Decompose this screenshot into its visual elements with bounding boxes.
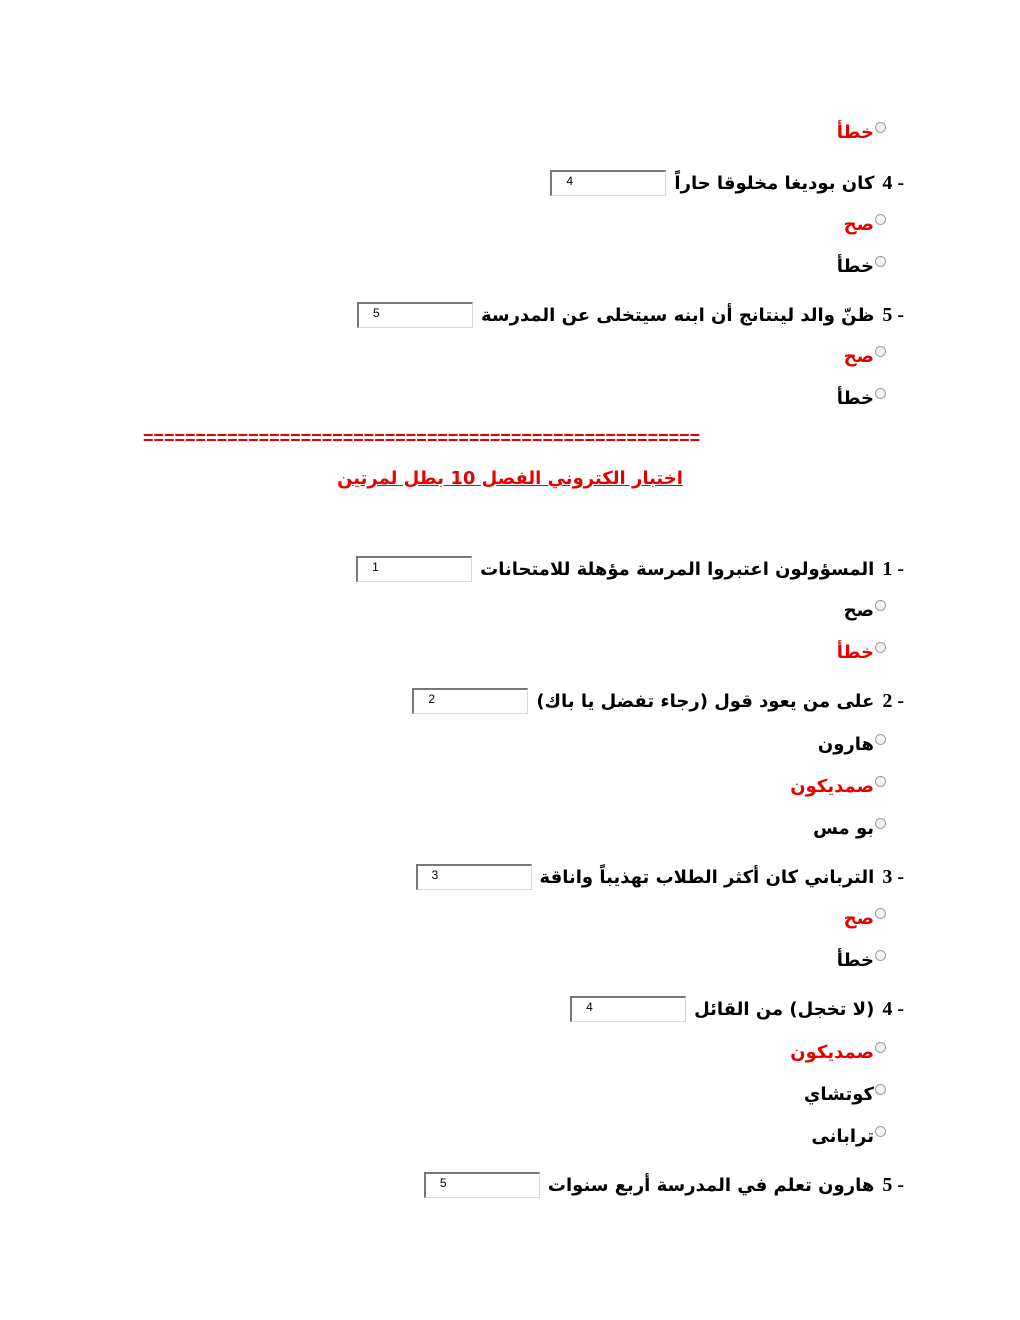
question-row bbox=[416, 864, 904, 890]
question-number: 2 - bbox=[882, 689, 904, 712]
option-item[interactable] bbox=[844, 908, 886, 929]
question-row bbox=[570, 996, 904, 1022]
option-label: صمديكون bbox=[790, 776, 874, 797]
radio-icon[interactable] bbox=[875, 346, 886, 357]
option-label: هارون bbox=[817, 734, 874, 755]
answer-box[interactable] bbox=[416, 864, 532, 890]
question-text: على من يعود قول (رجاء تفضل يا باك) bbox=[536, 690, 875, 712]
separator-line: ===================================================== bbox=[143, 428, 701, 448]
question-row bbox=[357, 302, 904, 328]
question-row bbox=[356, 556, 904, 582]
question-text: الترباني كان أكثر الطلاب تهذيباً واناقة bbox=[539, 866, 875, 888]
option-false-prev[interactable] bbox=[837, 122, 886, 143]
option-item[interactable] bbox=[811, 1126, 886, 1147]
option-label: صح bbox=[843, 214, 874, 235]
option-label: ترابانى bbox=[811, 1126, 874, 1147]
question-row bbox=[550, 170, 904, 196]
option-label: خطأ bbox=[836, 388, 874, 409]
question-number: 3 - bbox=[882, 865, 904, 888]
question-number: 5 - bbox=[882, 1173, 904, 1196]
option-label: خطأ bbox=[836, 256, 874, 277]
answer-value: 5 bbox=[372, 306, 380, 320]
answer-value: 4 bbox=[566, 174, 574, 188]
radio-icon[interactable] bbox=[875, 734, 886, 745]
option-item[interactable] bbox=[790, 1042, 886, 1063]
quiz-title[interactable]: اختبار الكتروني الفصل 10 بطل لمرتين bbox=[337, 468, 683, 489]
option-label: خطأ bbox=[836, 642, 874, 663]
option-item[interactable] bbox=[837, 642, 886, 663]
answer-value: 2 bbox=[428, 692, 436, 706]
option-item[interactable] bbox=[837, 950, 886, 971]
answer-value: 3 bbox=[431, 868, 439, 882]
option-item[interactable] bbox=[837, 256, 886, 277]
question-number: 4 - bbox=[882, 997, 904, 1020]
option-label: كوتشاي bbox=[803, 1084, 874, 1105]
question-text: كان بوديغا مخلوقا حاراً bbox=[674, 172, 875, 194]
answer-value: 4 bbox=[586, 1000, 593, 1014]
radio-icon[interactable] bbox=[875, 1084, 886, 1095]
option-label: صح bbox=[843, 600, 874, 621]
radio-icon[interactable] bbox=[875, 256, 886, 267]
question-text: المسؤولون اعتبروا المرسة مؤهلة للامتحانات bbox=[480, 558, 875, 580]
question-text: ظنّ والد لينتانج أن ابنه سيتخلى عن المدرسة bbox=[480, 304, 875, 326]
radio-icon[interactable] bbox=[875, 776, 886, 787]
option-item[interactable] bbox=[844, 346, 886, 367]
option-item[interactable] bbox=[844, 600, 886, 621]
radio-icon[interactable] bbox=[875, 1042, 886, 1053]
answer-value: 1 bbox=[372, 560, 379, 574]
answer-box[interactable] bbox=[570, 996, 686, 1022]
radio-icon[interactable] bbox=[875, 214, 886, 225]
option-item[interactable] bbox=[813, 818, 886, 839]
question-number: 5 - bbox=[882, 303, 904, 326]
quiz-title-wrap bbox=[0, 468, 1020, 489]
radio-icon[interactable] bbox=[875, 600, 886, 611]
option-label: صح bbox=[843, 908, 874, 929]
option-label: خطأ bbox=[836, 950, 874, 971]
question-text: هارون تعلم في المدرسة أربع سنوات bbox=[547, 1174, 875, 1196]
answer-value: 5 bbox=[439, 1176, 447, 1190]
answer-box[interactable] bbox=[357, 302, 473, 328]
radio-icon[interactable] bbox=[875, 950, 886, 961]
option-label: صمديكون bbox=[790, 1042, 874, 1063]
question-number: 1 - bbox=[882, 557, 904, 580]
radio-icon[interactable] bbox=[875, 1126, 886, 1137]
question-row bbox=[412, 688, 904, 714]
option-item[interactable] bbox=[818, 734, 886, 755]
radio-icon[interactable] bbox=[875, 642, 886, 653]
radio-icon[interactable] bbox=[875, 388, 886, 399]
option-label: بو مس bbox=[813, 818, 874, 839]
option-item[interactable] bbox=[844, 214, 886, 235]
answer-box[interactable] bbox=[412, 688, 528, 714]
radio-icon[interactable] bbox=[875, 908, 886, 919]
option-label: صح bbox=[843, 346, 874, 367]
option-item[interactable] bbox=[837, 388, 886, 409]
radio-icon[interactable] bbox=[875, 122, 886, 133]
question-text: (لا تخجل) من القائل bbox=[694, 998, 875, 1020]
radio-icon[interactable] bbox=[875, 818, 886, 829]
question-number: 4 - bbox=[882, 171, 904, 194]
option-label: خطأ bbox=[836, 122, 874, 143]
answer-box[interactable] bbox=[356, 556, 472, 582]
answer-box[interactable] bbox=[424, 1172, 540, 1198]
answer-box[interactable] bbox=[550, 170, 666, 196]
option-item[interactable] bbox=[804, 1084, 886, 1105]
option-item[interactable] bbox=[790, 776, 886, 797]
question-row bbox=[424, 1172, 904, 1198]
